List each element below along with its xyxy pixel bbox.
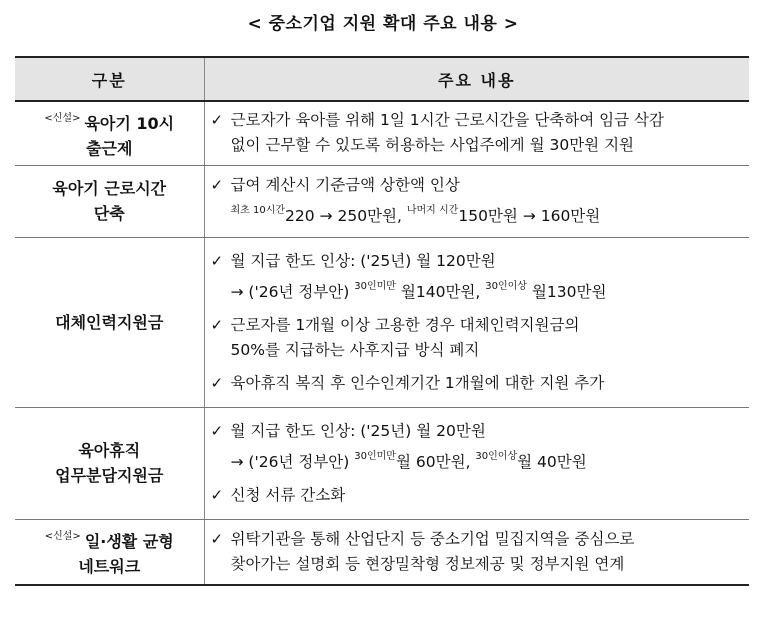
check-icon: ✓ bbox=[210, 485, 224, 504]
row-category bbox=[15, 237, 204, 407]
summary-table bbox=[15, 56, 749, 586]
superscript-label: 최초 10시간 bbox=[230, 205, 286, 216]
check-icon: ✓ bbox=[210, 529, 224, 548]
item-line: 근로자가 육아를 위해 1일 1시간 근로시간을 단축하여 임금 삭감 bbox=[230, 111, 664, 130]
row-content bbox=[204, 101, 749, 165]
bullet-item bbox=[205, 173, 746, 229]
item-text: 월130만원 bbox=[526, 282, 607, 301]
row-category bbox=[15, 407, 204, 519]
item-text: 220 → 250만원, bbox=[285, 207, 407, 225]
check-icon: ✓ bbox=[210, 251, 224, 270]
row-content bbox=[204, 237, 749, 407]
item-text: 월 40만원 bbox=[517, 452, 587, 471]
item-text: 월140만원, bbox=[395, 282, 486, 301]
item-line: 육아휴직 복직 후 인수인계기간 1개월에 대한 지원 추가 bbox=[230, 373, 605, 392]
category-line-1: 육아기 근로시간 bbox=[52, 179, 167, 198]
row-category bbox=[15, 101, 204, 165]
item-line bbox=[231, 444, 746, 475]
item-line: 50%를 지급하는 사후지급 방식 폐지 bbox=[230, 340, 480, 359]
superscript-label: 30인미만 bbox=[354, 450, 396, 462]
category-line-2: 업무분담지원금 bbox=[55, 466, 164, 485]
item-text: → ('26년 정부안) bbox=[230, 452, 355, 471]
item-line: 급여 계산시 기준금액 상한액 인상 bbox=[230, 176, 460, 194]
check-icon: ✓ bbox=[210, 111, 224, 130]
table-row bbox=[15, 101, 749, 165]
bullet-item bbox=[205, 419, 746, 475]
row-content bbox=[204, 519, 749, 585]
item-line: 월 지급 한도 인상: ('25년) 월 20만원 bbox=[230, 421, 486, 440]
item-line bbox=[231, 274, 746, 305]
table-row bbox=[15, 165, 749, 237]
check-icon: ✓ bbox=[210, 421, 224, 440]
check-icon: ✓ bbox=[210, 176, 224, 194]
check-icon: ✓ bbox=[210, 315, 224, 334]
row-category bbox=[15, 519, 204, 585]
row-content bbox=[204, 407, 749, 519]
item-line: 찾아가는 설명회 등 현장밀착형 정보제공 및 정부지원 연계 bbox=[230, 554, 625, 573]
item-line bbox=[231, 198, 746, 229]
category-line-1: 대체인력지원금 bbox=[55, 312, 164, 332]
item-text: 150만원 → 160만원 bbox=[458, 207, 601, 225]
item-line: 없이 근무할 수 있도록 허용하는 사업주에게 월 30만원 지원 bbox=[230, 136, 635, 155]
item-line: 근로자를 1개월 이상 고용한 경우 대체인력지원금의 bbox=[230, 315, 580, 334]
table-row bbox=[15, 237, 749, 407]
superscript-label: 30인이상 bbox=[485, 280, 527, 292]
item-line: 신청 서류 간소화 bbox=[230, 485, 346, 504]
table-header-row bbox=[15, 57, 749, 101]
superscript-label: 30인미만 bbox=[354, 280, 396, 292]
superscript-label: 30인이상 bbox=[475, 450, 518, 462]
category-line-2: 출근제 bbox=[86, 138, 133, 158]
item-text: 월 60만원, bbox=[395, 452, 476, 471]
category-line-2: 네트워크 bbox=[78, 557, 141, 577]
header-content: 주요 내용 bbox=[204, 57, 749, 101]
category-line-1: 일·생활 균형 bbox=[84, 532, 174, 552]
row-category bbox=[15, 165, 204, 237]
category-line-1: 육아휴직 bbox=[78, 441, 141, 460]
document-title: < 중소기업 지원 확대 주요 내용 > bbox=[247, 14, 519, 34]
superscript-label: 나머지 시간 bbox=[406, 205, 459, 216]
bullet-item bbox=[205, 249, 746, 305]
category-line-2: 단축 bbox=[93, 204, 125, 223]
new-tag: <신설> bbox=[44, 531, 81, 543]
new-tag: <신설> bbox=[44, 112, 81, 124]
item-line: 월 지급 한도 인상: ('25년) 월 120만원 bbox=[230, 251, 496, 270]
item-text: → ('26년 정부안) bbox=[230, 282, 355, 301]
header-category: 구분 bbox=[15, 57, 204, 101]
bullet-item bbox=[205, 483, 746, 508]
bullet-item bbox=[205, 371, 746, 396]
category-line-1: 육아기 10시 bbox=[84, 113, 175, 133]
item-line: 위탁기관을 통해 산업단지 등 중소기업 밀집지역을 중심으로 bbox=[230, 529, 635, 548]
check-icon: ✓ bbox=[210, 373, 224, 392]
bullet-item bbox=[205, 527, 746, 577]
table-row bbox=[15, 519, 749, 585]
table-row bbox=[15, 407, 749, 519]
bullet-item bbox=[205, 108, 746, 158]
row-content bbox=[204, 165, 749, 237]
bullet-item bbox=[205, 313, 746, 363]
